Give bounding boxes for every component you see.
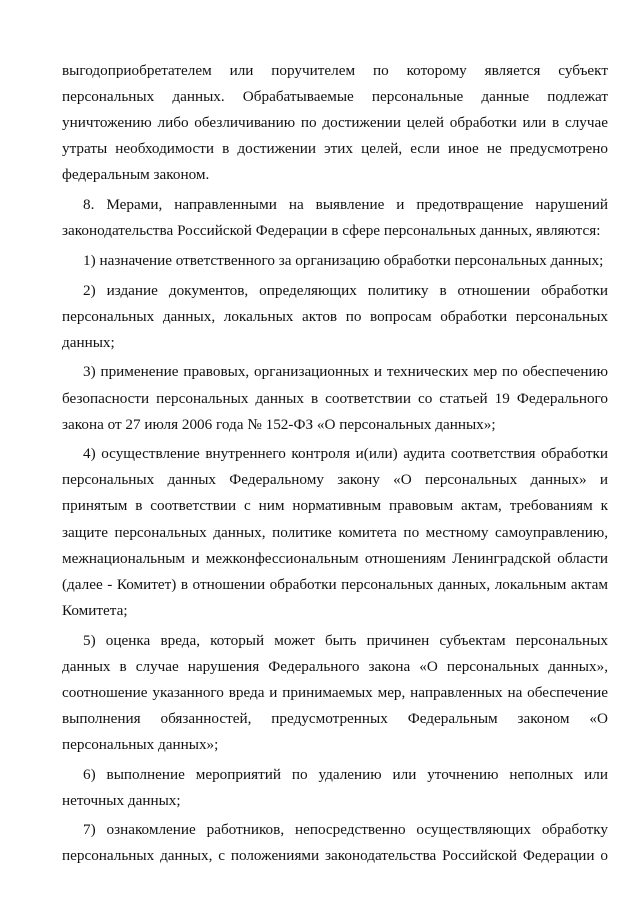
- paragraph-item-8: 8. Мерами, направленными на выявление и предотвращение нарушений законодательства Российской Федерации в сфере персональных данных, являются:: [62, 196, 608, 240]
- paragraph-subitem-5: 5) оценка вреда, который может быть причинен субъектам персональных данных в случае нарушения Федерального закона «О персональных данных», соотношение указанного вреда и принимаемых мер, направленных на обеспечение выполнения обязанностей, предусмотренных Федеральным законом «О персональных данных»;: [62, 631, 608, 753]
- paragraph-subitem-3: 3) применение правовых, организационных и технических мер по обеспечению безопасности персональных данных в соответствии со статьей 19 Федерального закона от 27 июля 2006 года № 152-ФЗ «О персональных данных»;: [62, 363, 608, 433]
- paragraph-subitem-1: 1) назначение ответственного за организацию обработки персональных данных;: [83, 251, 604, 269]
- paragraph-subitem-4: 4) осуществление внутреннего контроля и(или) аудита соответствия обработки персональных данных Федеральному закону «О персональных данных» и принятым в соответствии с ним нормативным правовым актам, требованиям к защите персональных данных, политике комитета по местному самоуправлению, межнациональным и межконфессиональным отношениям Ленинградской области (далее - Комитет) в отношении обработки персональных данных, локальным актам Комитета;: [62, 445, 608, 619]
- paragraph-subitem-2: 2) издание документов, определяющих политику в отношении обработки персональных данных, локальных актов по вопросам обработки персональных данных;: [62, 281, 608, 351]
- paragraph-subitem-6: 6) выполнение мероприятий по удалению или уточнению неполных или неточных данных;: [62, 765, 608, 809]
- document-page: [62, 58, 608, 873]
- paragraph-continuation: выгодоприобретателем или поручителем по которому является субъект персональных данных. Обрабатываемые персональные данные подлежат уничтожению либо обезличиванию по достижении целей обработки или в случае утраты необходимости в достижении этих целей, если иное не предусмотрено федеральным законом.: [62, 62, 608, 184]
- paragraph-subitem-7: 7) ознакомление работников, непосредственно осуществляющих обработку персональных данных, с положениями законодательства Российской Федерации о: [62, 821, 608, 865]
